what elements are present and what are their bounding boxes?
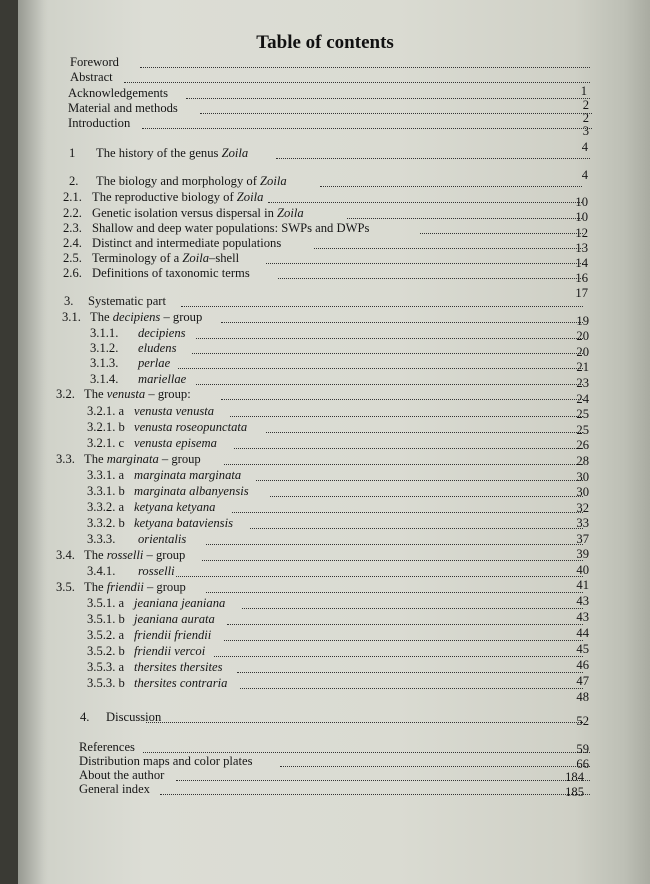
toc-entry-number: 3.3. [56,452,75,466]
toc-entry-number: 3.1.4. [90,372,119,386]
page-number: 10 [575,210,588,224]
toc-entry-title [134,420,247,435]
taxon-name: rosselli [106,548,144,562]
page-number: 66 [576,757,589,771]
taxon-name: Zoila [260,174,287,188]
dot-leader [200,98,592,114]
toc-entry-label: References [79,740,135,754]
toc-entry-title [92,266,250,281]
title-text: Distinct and intermediate populations [92,236,282,250]
taxon-name: venusta [106,387,146,401]
taxon-name: venusta venusta [134,404,215,418]
taxon-name: thersites thersites [134,660,223,674]
toc-entry-number: 2.3. [63,221,82,235]
title-text: The [84,387,107,401]
toc-entry-number: 4. [80,710,90,724]
toc-entry-number: 3.3.2. a [87,500,125,514]
toc-entry-label: Acknowledgements [68,86,169,100]
dot-leader [240,673,583,689]
dot-leader [270,481,583,497]
taxon-name: decipiens [112,310,161,324]
dot-leader [221,307,583,323]
toc-entry-number: 3. [64,294,74,308]
page-number: 21 [576,360,589,374]
page-number: 17 [575,286,588,300]
toc-entry-number: 1 [69,146,76,160]
toc-entry-number: 3.4. [56,548,75,562]
taxon-name: ketyana bataviensis [134,516,233,530]
page-gutter-shadow [18,0,48,884]
taxon-name: venusta roseopunctata [134,420,248,434]
page-number: 20 [576,345,589,359]
page-number: 184 [565,770,584,784]
dot-leader [181,291,583,307]
page-number: 24 [576,392,589,406]
toc-entry-number: 2.2. [63,206,82,220]
toc-entry-number: 3.3.3. [87,532,116,546]
dot-leader [268,187,582,203]
taxon-name: decipiens [138,326,186,340]
title-text: – group: [145,387,191,401]
toc-entry-number: 3.5.1. b [87,612,125,626]
page-number: 43 [576,594,589,608]
toc-entry-number: 3.5.3. a [87,660,125,674]
taxon-name: Zoila [277,206,304,220]
dot-leader [178,353,583,369]
title-text: The [84,452,107,466]
page-number: 47 [576,674,589,688]
page-number: 59 [576,742,589,756]
page-number: 2 [582,111,589,125]
page-number: 48 [576,690,589,704]
toc-entry-title [138,356,170,371]
dot-leader [237,657,583,673]
taxon-name: friendii vercoi [134,644,206,658]
toc-entry-title [134,660,223,675]
toc-entry-number: 3.3.1. b [87,484,125,498]
dot-leader [196,369,583,385]
title-text: – group [160,310,203,324]
dot-leader [176,561,583,577]
page-number: 46 [576,658,589,672]
title-text: The reproductive biology of [92,190,237,204]
toc-entry-title [96,146,248,161]
taxon-name: Zoila [236,190,264,204]
page-number: 4 [581,140,588,154]
title-text: Shallow and deep water populations: SWPs and DWPs [92,221,370,235]
taxon-name: mariellae [138,372,187,386]
page-number: 41 [576,578,589,592]
page-number: 32 [576,501,589,515]
dot-leader [256,465,583,481]
toc-entry-number: 3.2.1. c [87,436,125,450]
page-number: 23 [576,376,589,390]
toc-entry-label: About the author [79,768,165,782]
taxon-name: venusta episema [134,436,217,450]
dot-leader [230,401,583,417]
taxon-name: rosselli [138,564,175,578]
page-number: 37 [576,532,589,546]
toc-entry-number: 3.1.2. [90,341,119,355]
toc-entry-title [92,190,263,205]
page-number: 43 [576,610,589,624]
dot-leader [266,417,583,433]
page-number: 30 [576,485,589,499]
toc-entry-title [92,236,281,251]
toc-entry-title [138,564,175,579]
toc-entry-title [92,206,304,221]
dot-leader [250,513,583,529]
title-text: The history of the genus [96,146,222,160]
dot-leader [124,67,590,83]
taxon-name: jeaniana jeaniana [134,596,226,610]
title-text: The biology and morphology of [96,174,261,188]
title-text: Terminology of a [92,251,183,265]
taxon-name: marginata marginata [134,468,242,482]
title-text: Discussion [106,710,162,724]
taxon-name: friendii friendii [134,628,212,642]
toc-entry-title [90,310,202,325]
toc-entry-title [138,326,186,341]
dot-leader [140,52,590,68]
page-number: 10 [575,195,588,209]
toc-entry-label: Distribution maps and color plates [79,754,253,768]
dot-leader [146,707,583,723]
title-text: The [90,310,113,324]
page-number: 185 [565,785,584,799]
page-number: 39 [576,547,589,561]
page-number: 26 [576,438,589,452]
page-number: 4 [581,168,588,182]
page-number: 12 [575,226,588,240]
dot-leader [314,233,583,249]
taxon-name: friendii [106,580,144,594]
taxon-name: marginata [106,452,159,466]
toc-entry-title [134,612,215,627]
page-title: Table of contents [256,32,394,53]
toc-entry-number: 3.4.1. [87,564,116,578]
toc-entry-number: 2.4. [63,236,82,250]
title-text: – group [143,548,186,562]
taxon-name: marginata albanyensis [134,484,249,498]
taxon-name: Zoila [221,146,249,160]
dot-leader [234,433,583,449]
toc-entry-title [134,676,227,691]
toc-entry-label: Abstract [70,70,113,84]
page-number: 3 [582,124,589,138]
taxon-name: Zoila [182,251,210,265]
toc-entry-title [84,580,186,595]
toc-entry-number: 3.1.3. [90,356,119,370]
toc-entry-title [96,174,287,189]
toc-entry-title [84,452,201,467]
page-number: 20 [576,329,589,343]
toc-entry-label: Foreword [70,55,119,69]
toc-entry-number: 3.5.3. b [87,676,125,690]
title-text: The [84,580,107,594]
title-text: – group [143,580,186,594]
toc-entry-number: 3.2. [56,387,75,401]
toc-entry-title [134,468,241,483]
toc-entry-title [134,500,215,515]
toc-entry-label: Material and methods [68,101,178,115]
dot-leader [266,248,583,264]
toc-entry-title [138,341,176,356]
page-number: 28 [576,454,589,468]
page-number: 14 [575,256,588,270]
page-number: 25 [576,407,589,421]
dot-leader [221,384,583,400]
dot-leader [196,323,583,339]
toc-entry-number: 2.5. [63,251,82,265]
page-number: 30 [576,470,589,484]
toc-entry-title [138,532,186,547]
dot-leader [202,545,583,561]
dot-leader [227,609,583,625]
toc-entry-number: 3.2.1. b [87,420,125,434]
dot-leader [214,641,583,657]
toc-entry-label: General index [79,782,150,796]
dot-leader [206,529,583,545]
toc-entry-number: 3.1.1. [90,326,119,340]
page-number: 44 [576,626,589,640]
dot-leader [276,143,590,159]
page-number: 2 [582,98,589,112]
title-text: – group [158,452,201,466]
page-number: 40 [576,563,589,577]
toc-entry-title [134,628,211,643]
toc-entry-number: 2.6. [63,266,82,280]
title-text: Systematic part [88,294,166,308]
taxon-name: eludens [138,341,177,355]
toc-entry-title [134,404,214,419]
taxon-name: jeaniana aurata [134,612,215,626]
taxon-name: orientalis [138,532,187,546]
dot-leader [242,593,583,609]
dot-leader [142,113,592,129]
title-text: Genetic isolation versus dispersal in [92,206,278,220]
dot-leader [278,263,583,279]
toc-entry-number: 3.5. [56,580,75,594]
title-text: The [84,548,107,562]
page-number: 19 [576,314,589,328]
toc-entry-number: 2. [69,174,79,188]
toc-entry-title [84,548,185,563]
page-number: 25 [576,423,589,437]
title-text: –shell [209,251,240,265]
toc-entry-number: 3.1. [62,310,81,324]
dot-leader [186,83,590,99]
dot-leader [224,625,583,641]
taxon-name: thersites contraria [134,676,228,690]
dot-leader [320,171,582,187]
page-number: 1 [580,84,587,98]
toc-entry-title [84,387,191,402]
dot-leader [347,203,582,219]
page-number: 45 [576,642,589,656]
page-number: 33 [576,516,589,530]
toc-entry-number: 3.3.2. b [87,516,125,530]
dot-leader [192,338,583,354]
dot-leader [160,779,590,795]
toc-entry-number: 3.5.2. a [87,628,125,642]
toc-entry-title [92,251,239,266]
page-number: 13 [575,241,588,255]
dot-leader [224,449,583,465]
toc-entry-title [134,596,225,611]
page-number: 52 [576,714,589,728]
toc-entry-title [88,294,166,309]
dot-leader [232,497,583,513]
toc-entry-number: 3.5.1. a [87,596,125,610]
toc-entry-number: 3.5.2. b [87,644,125,658]
toc-entry-title [134,644,205,659]
toc-entry-title [134,436,217,451]
toc-entry-number: 3.2.1. a [87,404,125,418]
toc-entry-title [138,372,186,387]
toc-entry-number: 3.3.1. a [87,468,125,482]
dot-leader [206,577,583,593]
title-text: Definitions of taxonomic terms [92,266,250,280]
taxon-name: perlae [138,356,171,370]
taxon-name: ketyana ketyana [134,500,216,514]
page-number: 16 [575,271,588,285]
toc-entry-number: 2.1. [63,190,82,204]
toc-entry-label: Introduction [68,116,131,130]
